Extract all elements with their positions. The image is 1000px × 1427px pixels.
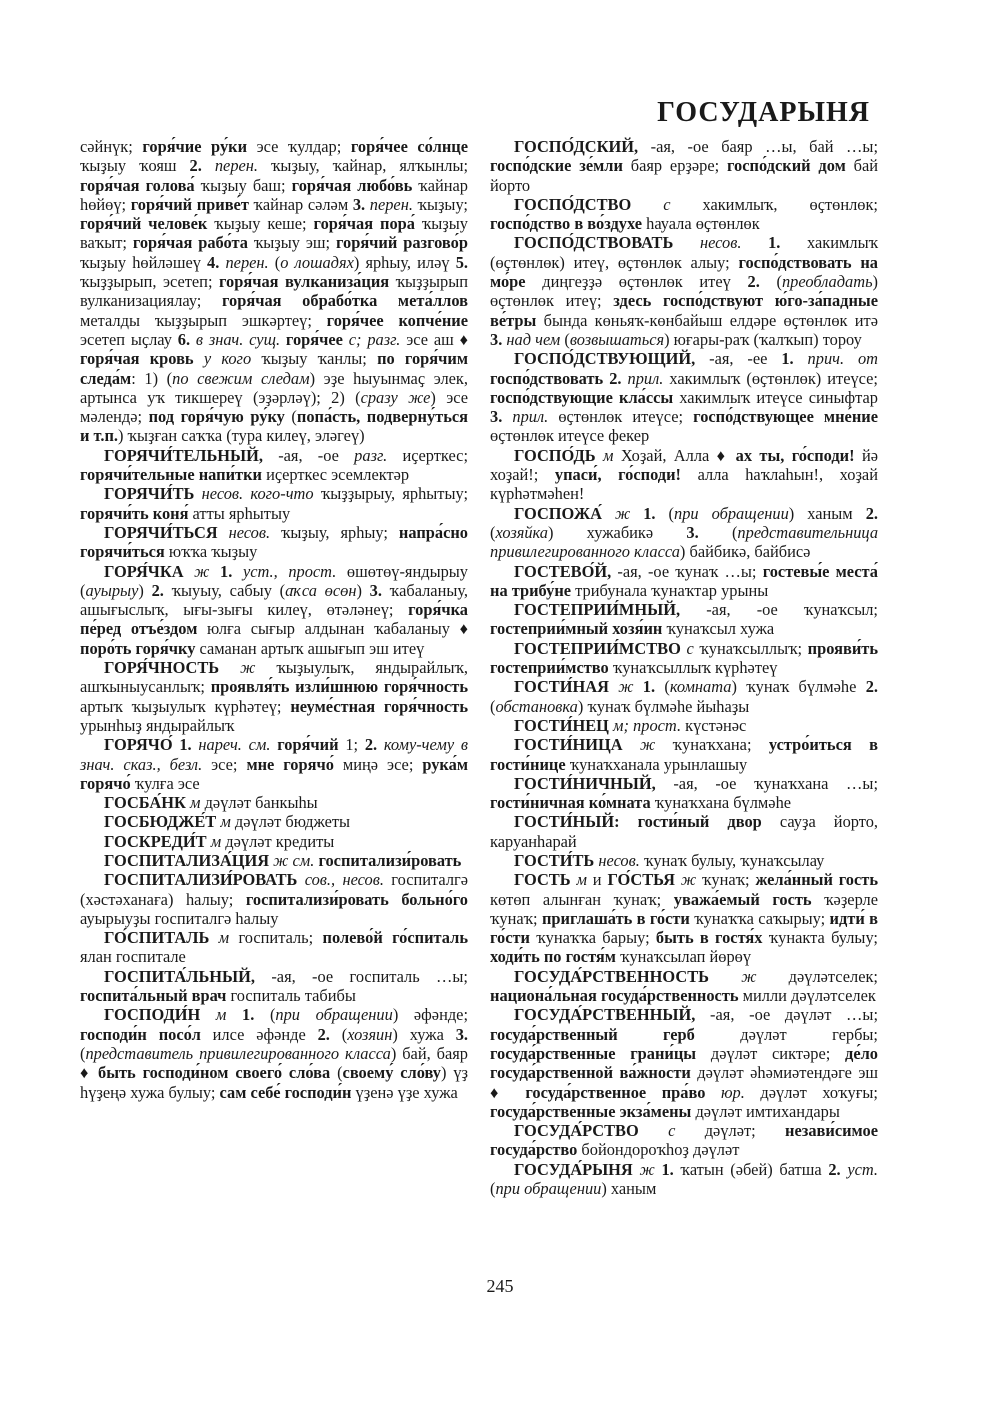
dictionary-entry: ГОСТИ́НЕЦ м; прост. күстәнәс — [514, 715, 747, 735]
dictionary-entry: ГОСБА́НК м дәүләт банкыһы — [104, 793, 318, 813]
dictionary-entry: ГОСПО́ДСТВОВАТЬ несов. 1. хакимлыҡ (өҫтөнлөк) итеү, өҫтөнлөк алыу; госпо́дствовать на мо́ре диңгеҙҙә өҫтөнлөк итеү 2. (преобладать) өҫтөнлөк итеү; здесь госпо́дствуют ю́го-за́падные ве́тры бында көньяҡ-көнбайыш елдәре өҫтөнлөк итә 3. над чем (возвышаться) юғары-раҡ (ҡалҡып) тороу — [490, 233, 878, 349]
dictionary-entry: ГОСТИ́НЫЙ: гости́ный двор сауҙа йорто, каруанһарай — [490, 812, 878, 851]
dictionary-entry: ГОРЯЧО́ 1. нареч. см. горя́чий 1; 2. кому-чему в знач. сказ., безл. эсе; мне горячо́ миңә эсе; рука́м горячо́ ҡулға эсе — [80, 735, 468, 793]
dictionary-entry: ГОСПО́ДСТВО с хакимлыҡ, өҫтөнлөк; госпо́дство в во́здухе һауала өҫтөнлөк — [490, 194, 878, 234]
dictionary-entry: ГОСПИТАЛИЗИ́РОВАТЬ сов., несов. госпиталгә (хәстәханаға) һалыу; госпитализи́ровать больно́го ауырыуҙы госпиталгә һалыу — [80, 870, 469, 928]
dictionary-entry: ГОСПОДИ́Н м 1. (при обращении) әфәнде; господи́н посо́л илсе әфәнде 2. (хозяин) хужа 3. (представитель привилегированного класса) бай, баяр ♦ быть господи́ном своего́ сло́ва (своему́ сло́ву) үҙ һүҙеңә хужа булыу; сам себе́ господи́н үҙенә үҙе хужа — [80, 1005, 469, 1102]
dictionary-entry: ГОСТЕПРИИ́МНЫЙ, -ая, -ое ҡунаҡсыл; гостеприи́мный хозя́ин ҡунаҡсыл хужа — [490, 600, 878, 639]
dictionary-entry: ГОСТИ́ТЬ несов. ҡунаҡ булыу, ҡунаҡсылау — [514, 850, 825, 870]
dictionary-entry: ГОСУДА́РСТВЕННЫЙ, -ая, -ое дәүләт …ы; госуда́рственный герб дәүләт гербы; госуда́рственные грани́цы дәүләт сиктәре; де́ло госуда́рственной ва́жности дәүләт әһәмиәтендәге эш ♦ госуда́рственное пра́во юр. дәүләт хоҡуғы; госуда́рственные экза́мены дәүләт имтихандары — [490, 1005, 878, 1121]
dictionary-entry: ГО́СПИТАЛЬ м госпиталь; полево́й го́спиталь ялан госпитале — [80, 928, 468, 967]
left-column — [80, 137, 468, 1102]
dictionary-entry: ГОСПО́ДЬ м Хоҙай, Алла ♦ ах ты, го́споди! йә хоҙай!; упаси́, го́споди! алла һаҡлаһын!, хоҙай күрһәтмәһен! — [490, 445, 878, 504]
dictionary-entry: ГОСПО́ДСТВУЮЩИЙ, -ая, -ее 1. прич. от госпо́дствовать 2. прил. хакимлыҡ (өҫтөнлөк) итеүсе; госпо́дствующие кла́ссы хакимлыҡ итеүсе синыфтар 3. прил. өҫтөнлөк итеүсе; госпо́дствующее мне́ние өҫтөнлөк итеүсе фекер — [490, 349, 878, 446]
dictionary-entry: ГОРЯЧИ́ТЬСЯ несов. ҡыҙыу, ярһыу; напра́сно горячи́ться юҡҡа ҡыҙыу — [80, 522, 468, 562]
dictionary-entry: ГОСУДА́РЫНЯ ж 1. ҡатын (әбей) батша 2. уст. (при обращении) ханым — [490, 1159, 878, 1199]
dictionary-entry: ГОСПОЖА́ ж 1. (при обращении) ханым 2. (хозяйка) хужабикә 3. (представительница привилегированного класса) байбикә, байбисә — [490, 503, 879, 562]
dictionary-entry: ГОСТЕВО́Й, -ая, -ое ҡунаҡ …ы; гостевы́е места́ на трибу́не трибунала ҡунаҡтар урыны — [490, 561, 879, 600]
dictionary-entry: ГОСПИТАЛИЗА́ЦИЯ ж см. госпитализи́ровать — [104, 850, 462, 870]
page-number: 245 — [486, 1276, 514, 1296]
dictionary-entry: ГОРЯ́ЧНОСТЬ ж ҡыҙыулыҡ, яндырайлыҡ, ашҡыныусанлыҡ; проявля́ть изли́шнюю горя́чность артыҡ ҡыҙыулыҡ күрһәтеү; неуме́стная горя́чность урынһыҙ яндырайлыҡ — [80, 658, 469, 735]
dictionary-entry: ГОРЯЧИ́ТЬ несов. кого-что ҡыҙҙырыу, ярһытыу; горячи́ть коня́ атты ярһытыу — [80, 484, 468, 523]
running-head: ГОСУДАРЫНЯ — [657, 97, 870, 128]
right-column — [490, 137, 878, 1198]
dictionary-entry: сәйнүк; горя́чие ру́ки эсе ҡулдар; горя́чее со́лнце ҡыҙыу ҡояш 2. перен. ҡыҙыу, ҡайнар, ялҡынлы; горя́чая голова́ ҡыҙыу баш; горя́чая любо́вь ҡайнар һөйөү; горя́чий приве́т ҡайнар сәләм 3. перен. ҡыҙыу; горя́чий челове́к ҡыҙыу кеше; горя́чая пора́ ҡыҙыу ваҡыт; горя́чая рабо́та ҡыҙыу эш; горя́чий разгово́р ҡыҙыу һөйләшеү 4. перен. (о лошадях) ярһыу, иләү 5. ҡыҙҙырып, эсетеп; горя́чая вулканиза́ция ҡыҙҙырып вулканизациялау; горя́чая обрабо́тка мета́ллов металды ҡыҙҙырып эшкәртеү; горя́чее копче́ние эсетеп ыҫлау 6. в знач. сущ. горя́чее с; разг. эсе аш ♦ горя́чая кровь у кого ҡыҙыу ҡанлы; по горя́чим следа́м: 1) (по свежим следам) эҙе һыуынмаҫ элек, артынса уҡ тикшереү (эҙәрләү); 2) (сразу же) эсе мәлендә; под горя́чую ру́ку (попа́сть, подверну́ться и т.п.) ҡыҙған саҡҡа (тура килеү, эләгеү) — [80, 137, 469, 446]
dictionary-entry: ГОСПО́ДСКИЙ, -ая, -ое баяр …ы, бай …ы; госпо́дские зе́мли баяр ерҙәре; госпо́дский дом бай йорто — [490, 137, 878, 195]
dictionary-entry: ГОСТИ́НИЧНЫЙ, -ая, -ое ҡунаҡхана …ы; гости́ничная ко́мната ҡунаҡхана бүлмәһе — [490, 773, 878, 813]
dictionary-entry: ГОСТИ́НИЦА ж ҡунаҡхана; устро́иться в гости́нице ҡунаҡханала урынлашыу — [490, 735, 878, 774]
dictionary-entry: ГОСТИ́НАЯ ж 1. (комната) ҡунаҡ бүлмәһе 2. (обстановка) ҡунаҡ бүлмәһе йыһаҙы — [490, 677, 878, 716]
dictionary-entry: ГОСБЮДЖЕ́Т м дәүләт бюджеты — [104, 812, 351, 832]
dictionary-entry: ГОРЯЧИ́ТЕЛЬНЫЙ, -ая, -ое разг. иҫерткес; горячи́тельные напи́тки иҫерткес эсемлектәр — [80, 445, 468, 485]
dictionary-entry: ГОСУДА́РСТВО с дәүләт; незави́симое госуда́рство бойондороҡһоҙ дәүләт — [490, 1121, 878, 1160]
dictionary-entry: ГОСУДА́РСТВЕННОСТЬ ж дәүләтселек; национа́льная госуда́рственность милли дәүләтселек — [490, 966, 878, 1006]
dictionary-entry: ГОСПИТА́ЛЬНЫЙ, -ая, -ое госпиталь …ы; госпита́льный врач госпиталь табибы — [80, 966, 468, 1006]
dictionary-entry: ГОСКРЕДИ́Т м дәүләт кредиты — [104, 831, 335, 851]
dictionary-entry: ГОСТЕПРИИ́МСТВО с ҡунаҡсыллыҡ; прояви́ть гостеприи́мство ҡунаҡсыллыҡ күрһәтеү — [490, 638, 878, 678]
dictionary-entry: ГОРЯ́ЧКА ж 1. уст., прост. өшөтөү-яндырыу (ауырыу) 2. ҡыуыу, сабыу (аҡса өсөн) 3. ҡабаланыу, ашығыслыҡ, ығы-зығы килеү, өтәләнеү; горя́чка пе́ред отъе́здом юлға сығыр алдынан ҡабаланыу ♦ поро́ть горя́чку саманан артыҡ ашығып эш итеү — [80, 561, 469, 658]
dictionary-entry: ГОСТЬ м и ГО́СТЬЯ ж ҡунаҡ; жела́нный гость көтөп алынған ҡунаҡ; уважа́емый гость ҡәҙерле ҡунаҡ; приглаша́ть в го́сти ҡунаҡҡа саҡырыу; идти́ в го́сти ҡунаҡҡа барыу; быть в гостя́х ҡунакта булыу; ходи́ть по гостя́м ҡунаҡсылап йөрөү — [490, 870, 879, 967]
